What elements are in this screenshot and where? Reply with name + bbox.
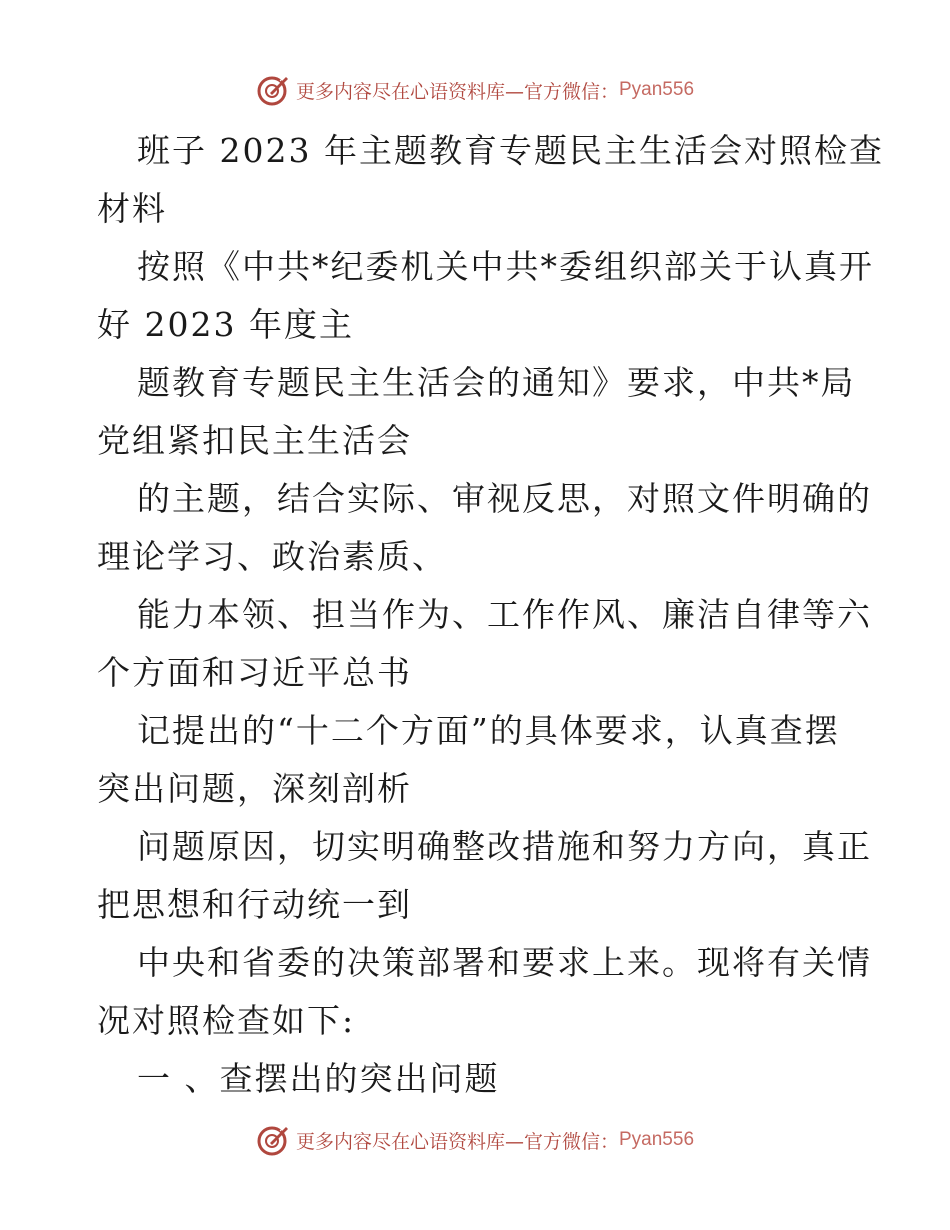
document-line: 一 、查摆出的突出问题 <box>137 1059 500 1098</box>
document-line: 把思想和行动统一到 <box>97 885 412 924</box>
document-line: 记提出的“十二个方面”的具体要求，认真查摆 <box>137 711 840 750</box>
document-line: 能力本领、担当作为、工作作风、廉洁自律等六 <box>137 595 872 634</box>
quill-logo-icon <box>256 73 290 107</box>
document-line: 好 2023 年度主 <box>97 305 354 344</box>
quill-logo-icon <box>256 1123 290 1157</box>
banner-text: 更多内容尽在心语资料库—官方微信： <box>295 80 619 103</box>
document-line: 按照《中共*纪委机关中共*委组织部关于认真开 <box>137 247 874 286</box>
document-line: 的主题，结合实际、审视反思，对照文件明确的 <box>137 479 872 518</box>
document-line: 班子 2023 年主题教育专题民主生活会对照检查 <box>137 131 884 170</box>
document-line: 问题原因，切实明确整改措施和努力方向，真正 <box>137 827 872 866</box>
document-line: 题教育专题民主生活会的通知》要求，中共*局 <box>137 363 856 402</box>
banner-contact: Pyan556 <box>619 79 695 100</box>
banner-text: 更多内容尽在心语资料库—官方微信： <box>295 1130 619 1153</box>
document-line: 党组紧扣民主生活会 <box>97 421 412 460</box>
document-line: 材料 <box>97 189 167 228</box>
document-body <box>97 122 884 1108</box>
header-watermark-banner <box>0 70 950 110</box>
banner-contact: Pyan556 <box>619 1129 695 1150</box>
document-line: 突出问题，深刻剖析 <box>97 769 412 808</box>
document-line: 理论学习、政治素质、 <box>97 537 447 576</box>
document-line: 况对照检查如下: <box>97 1001 356 1040</box>
document-line: 个方面和习近平总书 <box>97 653 412 692</box>
document-line: 中央和省委的决策部署和要求上来。现将有关情 <box>137 943 872 982</box>
footer-watermark-banner <box>0 1120 950 1160</box>
